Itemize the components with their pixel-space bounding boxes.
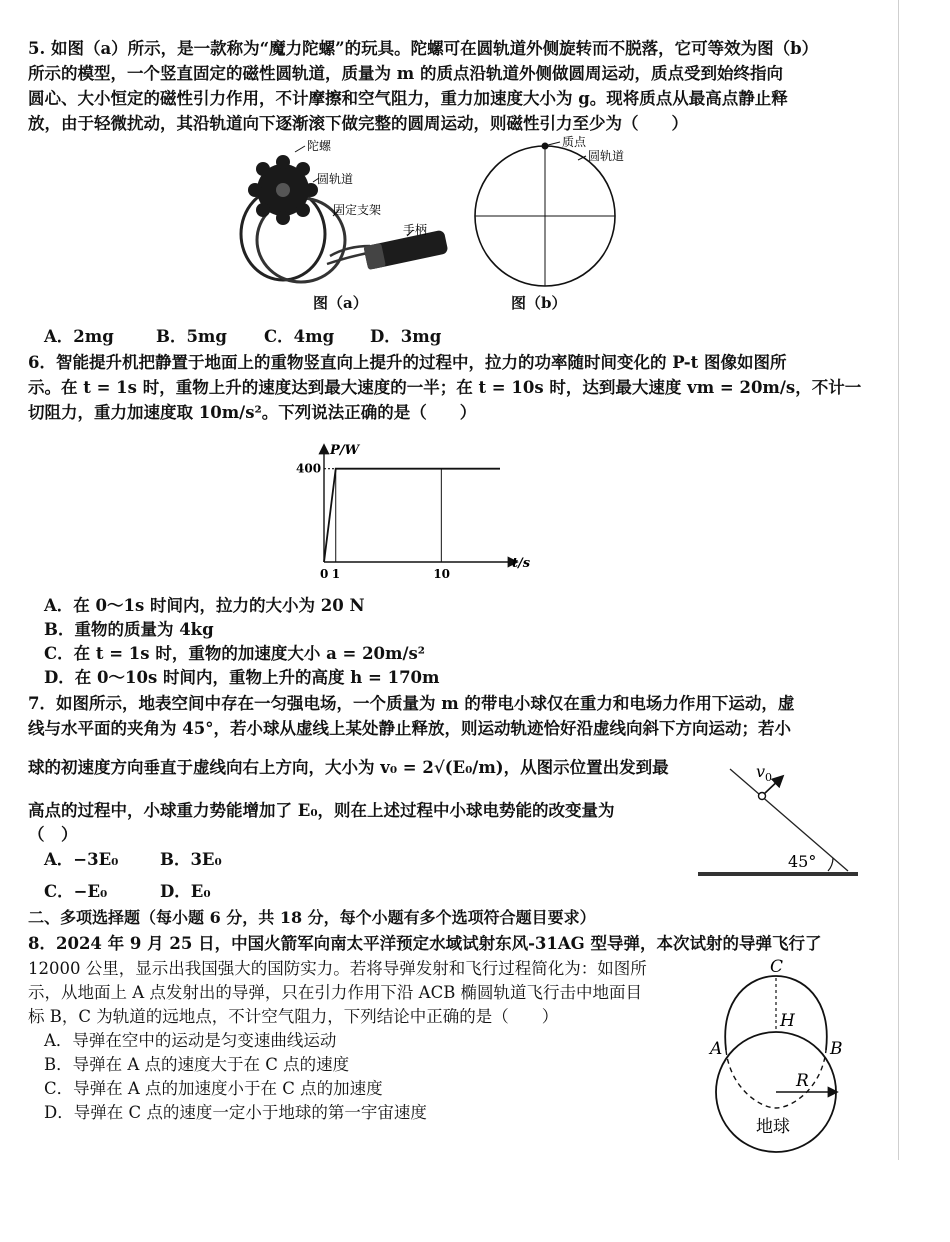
q5-line-1: 5. 如图（a）所示，是一款称为“魔力陀螺”的玩具。陀螺可在圆轨道外侧旋转而不脱落，它可等效为图（b） [28, 39, 819, 58]
y-axis-label: P/W [330, 443, 360, 458]
q7-line-1: 7．如图所示，地表空间中存在一匀强电场，一个质量为 m 的带电小球仅在重力和电场力作用下运动，虚 [28, 694, 795, 713]
x-axis-label: t/s [512, 556, 531, 571]
q8-option-c[interactable]: C．导弹在 A 点的加速度小于在 C 点的加速度 [44, 1079, 383, 1098]
q5-figure-a [235, 138, 455, 288]
page-edge [898, 0, 899, 1160]
x-tick-label: 10 [433, 567, 451, 581]
label-bracket: 固定支架 [333, 203, 382, 217]
q7-option-c[interactable]: C．−E₀ [44, 882, 108, 901]
point-b-label: B [830, 1039, 843, 1059]
q8-line-4: 标 B，C 为轨道的远地点，不计空气阻力，下列结论中正确的是（ ） [28, 1007, 559, 1026]
q8-line-1: 8．2024 年 9 月 25 日，中国火箭军向南太平洋预定水域试射东风-31AG 型导弹，本次试射的导弹飞行了 [28, 934, 822, 953]
q5-line-3: 圆心、大小恒定的磁性引力作用，不计摩擦和空气阻力，重力加速度大小为 g。现将质点从最高点静止释 [28, 89, 788, 108]
q6-option-c[interactable]: C．在 t = 1s 时，重物的加速度大小 a = 20m/s² [44, 644, 426, 663]
q5-option-a[interactable]: A．2mg [44, 327, 114, 346]
q8-line-2: 12000 公里，显示出我国强大的国防实力。若将导弹发射和飞行过程简化为：如图所 [28, 959, 647, 978]
q7-line-5: （ ） [28, 825, 78, 844]
q7-line-3: 球的初速度方向垂直于虚线向右上方向，大小为 v₀ = 2√(E₀/m)，从图示位置出发到最 [28, 758, 669, 777]
x-tick-label: 1 [331, 567, 341, 581]
q6-option-b[interactable]: B．重物的质量为 4kg [44, 620, 214, 639]
q8-option-d[interactable]: D．导弹在 C 点的速度一定小于地球的第一宇宙速度 [44, 1103, 427, 1122]
y-tick-label: 400 [296, 461, 322, 476]
q8-line-3: 示，从地面上 A 点发射出的导弹，只在引力作用下沿 ACB 椭圆轨道飞行击中地面目 [28, 983, 643, 1002]
angle-label: 45° [788, 852, 817, 871]
gyro-shape [248, 155, 318, 225]
q8-figure [700, 958, 860, 1158]
q7-line-2: 线与水平面的夹角为 45°，若小球从虚线上某处静止释放，则运动轨迹恰好沿虚线向斜下方向运动；若小 [28, 719, 791, 738]
q6-option-d[interactable]: D．在 0～10s 时间内，重物上升的高度 h = 170m [44, 668, 440, 687]
q6-option-a[interactable]: A．在 0～1s 时间内，拉力的大小为 20 N [44, 596, 365, 615]
mass-point [542, 143, 549, 150]
q7-option-b[interactable]: B．3E₀ [160, 850, 222, 869]
label-circle-track: 圆轨道 [588, 149, 625, 163]
power-line [324, 469, 500, 562]
label-gyro: 陀螺 [307, 139, 332, 153]
q5-fig-b-caption: 图（b） [511, 294, 567, 312]
x-tick-label: 0 [320, 567, 329, 581]
point-a-label: A [710, 1039, 723, 1059]
angle-arc [828, 858, 833, 871]
q6-pt-chart [290, 440, 540, 585]
q6-line-1: 6．智能提升机把静置于地面上的重物竖直向上提升的过程中，拉力的功率随时间变化的 P-t 图像如图所 [28, 353, 787, 372]
q6-line-3: 切阻力，重力加速度取 10m/s²。下列说法正确的是（ ） [28, 403, 477, 422]
q6-line-2: 示。在 t = 1s 时，重物上升的速度达到最大速度的一半；在 t = 10s 时，达到最大速度 vm = 20m/s，不计一 [28, 378, 862, 397]
q5-option-d[interactable]: D．3mg [370, 327, 442, 346]
section-2-heading: 二、多项选择题（每小题 6 分，共 18 分，每个小题有多个选项符合题目要求） [28, 908, 596, 927]
q5-fig-a-caption: 图（a） [313, 294, 368, 312]
v0-label: $v_0$ [756, 762, 773, 784]
q7-option-d[interactable]: D．E₀ [160, 882, 211, 901]
label-point: 质点 [562, 135, 587, 149]
earth-label: 地球 [756, 1117, 790, 1137]
label-handle: 手柄 [403, 223, 428, 237]
point-c-label: C [770, 958, 784, 977]
q8-option-b[interactable]: B．导弹在 A 点的速度大于在 C 点的速度 [44, 1055, 350, 1074]
q5-option-b[interactable]: B．5mg [156, 327, 227, 346]
label-track: 圆轨道 [317, 172, 354, 186]
q7-line-4: 高点的过程中，小球重力势能增加了 E₀，则在上述过程中小球电势能的改变量为 [28, 801, 615, 820]
q5-option-c[interactable]: C．4mg [264, 327, 335, 346]
q5-figure-b [460, 132, 660, 292]
q8-option-a[interactable]: A．导弹在空中的运动是匀变速曲线运动 [44, 1031, 337, 1050]
ground [698, 872, 858, 876]
q7-figure [690, 755, 870, 885]
q5-line-4: 放，由于轻微扰动，其沿轨道向下逐渐滚下做完整的圆周运动，则磁性引力至少为（ ） [28, 114, 688, 133]
q5-line-2: 所示的模型，一个竖直固定的磁性圆轨道，质量为 m 的质点沿轨道外侧做圆周运动，质点受到始终指向 [28, 64, 783, 83]
q7-option-a[interactable]: A．−3E₀ [44, 850, 119, 869]
h-label: H [780, 1011, 795, 1031]
r-label: R [796, 1071, 809, 1091]
